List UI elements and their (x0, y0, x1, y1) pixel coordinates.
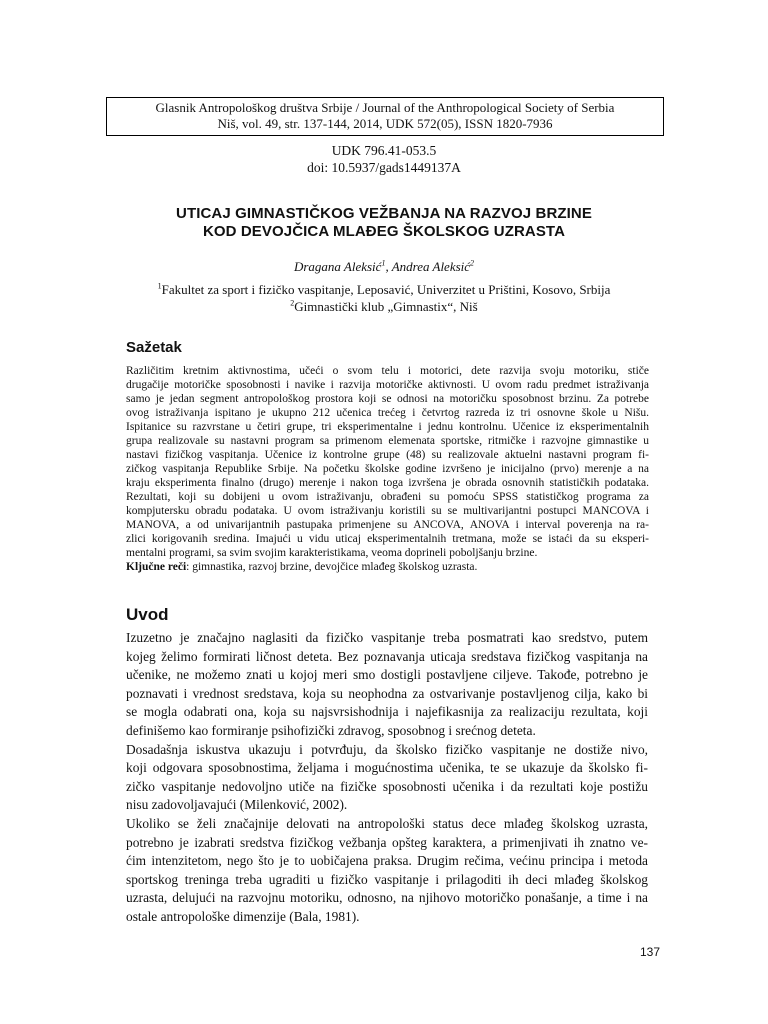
intro-heading: Uvod (126, 605, 169, 624)
abstract-line: samo je jedan segment antropološkog prostora koji se odnosi na motoričku sposobnost brzinu. Za potrebe (126, 393, 649, 405)
page-number: 137 (640, 945, 661, 959)
affiliation-1-sup: 1 (157, 281, 162, 291)
keywords (126, 560, 649, 574)
paragraph-2-line: Dosadašnja iskustva ukazuju i potvrđuju, da školsko fizičko vaspitanje ne dostiže nivo, (126, 741, 648, 757)
author-1: Dragana Aleksić (293, 259, 382, 274)
paragraph-3-line: potrebno je izabrati sredstva fizičkog vežbanja opšteg karaktera, a primenjivati ih znatno ve- (126, 834, 648, 850)
paragraph-1-line: učenike, ne možemo znati u kojoj meri smo dostigli postavljene ciljeve. Takođe, potrebno je (126, 667, 648, 683)
affiliation-1-text: Fakultet za sport i fizičko vaspitanje, Leposavić, Univerzitet u Prištini, Kosovo, Srbija (161, 282, 611, 297)
paragraph-3-line: ćim intenzitetom, nego što je to uobičajena praksa. Drugim rečima, većinu principa i metoda (126, 853, 648, 869)
paragraph-3-line: Ukoliko se želi značajnije delovati na antropološki status dece mlađeg školskog uzrasta, (126, 815, 648, 831)
paragraph-2-line: nisu zadovoljavajući (Milenković, 2002). (126, 797, 348, 813)
journal-header-box (106, 97, 664, 136)
author-2-sup: 2 (470, 258, 475, 268)
abstract-line: drugačije motoričke sposobnosti i navike i razvija motoričke aktivnosti. U ovom radu predmet istraživanja (126, 379, 649, 391)
author-1-sup: 1 (381, 258, 386, 268)
journal-title-line: Glasnik Antropološkog društva Srbije / Journal of the Anthropological Society of Serbia (155, 100, 615, 115)
paragraph-1-line: definišemo kao formiranje psihofizički zdravog, sposobnog i srećnog deteta. (126, 722, 536, 738)
paragraph-2-line: koji odgovara sposobnostima, željama i mogućnostima učenika, te se ukazuje da školsko fi- (126, 760, 648, 776)
intro-body (126, 629, 648, 927)
paper-title (0, 205, 768, 241)
paragraph-1-line: poznavati i vrednost sredstava, koja su neophodna za ostvarivanje postavljenog cilja, kako bi (126, 685, 648, 701)
abstract-line: Ispitanice su razvrstane u četiri grupe, tri eksperimentalne i jednu kontrolnu. Učenice iz eksperimentalnih (126, 421, 649, 433)
abstract-line: kraju eksperimenta finalno (drugo) merenje i nakon toga izvršena je obrada osnovnih statističkih podataka. (126, 477, 649, 489)
affiliation-2 (0, 298, 768, 315)
paragraph-3-line: ostale antropološke dimenzije (Bala, 1981). (126, 908, 360, 924)
abstract-line: zičkog vaspitanja Republike Srbije. Na početku školske godine izvršeno je inicijalno (prvo) merenje a na (126, 463, 649, 475)
identifiers (0, 142, 768, 176)
abstract-body (126, 364, 649, 574)
paragraph-1-line: se mogla odabrati ona, koja su najsvrsishodnija i najefikasnija za realizaciju rezultata, koji (126, 704, 648, 720)
paragraph-1-line: Izuzetno je značajno naglasiti da fizičko vaspitanje treba posmatrati kao sredstvo, putem (126, 630, 648, 645)
affiliation-2-text: Gimnastički klub „Gimnastix“, Niš (294, 299, 478, 314)
paragraph-2-line: zičko vaspitanje nedovoljno utiče na fizičke sposobnosti učenika i da rezultati koje postižu (126, 778, 648, 794)
udk-code: UDK 796.41-053.5 (331, 143, 437, 158)
doi: doi: 10.5937/gads1449137A (307, 160, 461, 175)
abstract-line: Rezultati, koji su dobijeni u ovom istraživanju, obrađeni su pomoću SPSS statističkog programa za (126, 491, 649, 503)
keywords-label: Ključne reči (126, 561, 187, 573)
abstract-line: Različitim kretnim aktivnostima, učeći o svom telu i motorici, dete razvija svoju motoriku, stiče (126, 365, 649, 377)
journal-issue-line: Niš, vol. 49, str. 137-144, 2014, UDK 572(05), ISSN 1820-7936 (217, 116, 553, 131)
affiliation-2-sup: 2 (290, 298, 295, 308)
abstract-line: ovog istraživanja ispitano je ukupno 212 učenica trećeg i četvrtog razreda iz tri osnovne škole u Nišu. (126, 407, 649, 419)
affiliations (0, 281, 768, 315)
abstract-line: grupa realizovale su nastavni program sa primenom elemenata sportske, ritmičke i razvojne gimnastike u (126, 435, 649, 447)
abstract-line: kompjutersku obradu podataka. U ovom istraživanju koristili su se multivarijantni postupci MANCOVA i (126, 505, 649, 517)
keywords-text: : gimnastika, razvoj brzine, devojčice mlađeg školskog uzrasta. (186, 561, 478, 573)
title-line-2: KOD DEVOJČICA MLAĐEG ŠKOLSKOG UZRASTA (202, 223, 566, 240)
abstract-line: zlici korigovanih sredina. Imajući u vidu uticaj eksperimentalnih tretmana, može se istaći da su eksperi- (126, 533, 649, 545)
title-line-1: UTICAJ GIMNASTIČKOG VEŽBANJA NA RAZVOJ BRZINE (176, 205, 592, 222)
abstract-line: nastavi fizičkog vaspitanja. Učenice iz kontrolne grupe (48) su realizovale aktuelni nastavni program fi- (126, 449, 649, 461)
author-2: Andrea Aleksić (391, 259, 471, 274)
abstract-line: mentalni programi, sa svim svojim karakteristikama, veoma doprineli poboljšanju brzine. (126, 547, 538, 559)
paragraph-1-line: kojeg želimo formirati ličnost deteta. Bez poznavanja uticaja sredstava fizičkog vaspitanja na (126, 648, 648, 664)
paragraph-3-line: uzrasta, delujući na razvojnu motoriku, odnosno, na njihovo motoričko ponašanje, a time i na (126, 890, 648, 906)
paragraph-3-line: sportskog treninga treba ugraditi u fizičko vaspitanje i prilagoditi ih deci mlađeg školskog (126, 871, 648, 887)
authors (0, 259, 768, 275)
abstract-line: MANOVA, a od univarijantnih pastupaka primenjene su ANCOVA, ANOVA i interval poverenja na ra- (126, 519, 649, 531)
author-separator: , (385, 259, 392, 274)
affiliation-1 (0, 281, 768, 298)
abstract-heading: Sažetak (126, 339, 182, 356)
